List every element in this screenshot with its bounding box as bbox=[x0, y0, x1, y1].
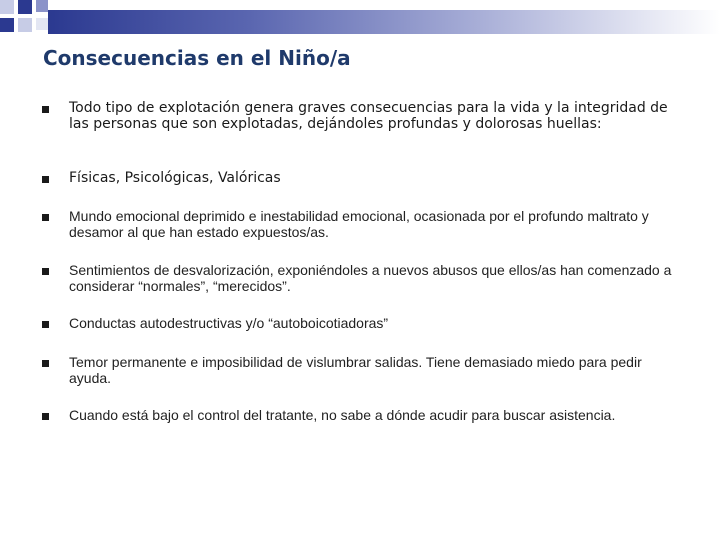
deco-square bbox=[36, 18, 48, 30]
square-bullet-icon bbox=[42, 176, 49, 183]
deco-square bbox=[18, 18, 32, 32]
deco-square bbox=[18, 0, 32, 14]
square-bullet-icon bbox=[42, 360, 49, 367]
bullet-text: Todo tipo de explotación genera graves consecuencias para la vida y la integridad de las personas que son explotadas, dejándoles profundas y dolorosas huellas: bbox=[69, 100, 668, 132]
bullet-item bbox=[42, 263, 676, 294]
square-bullet-icon bbox=[42, 413, 49, 420]
square-bullet-icon bbox=[42, 321, 49, 328]
bullet-item bbox=[42, 101, 676, 132]
bullet-text: Mundo emocional deprimido e inestabilidad emocional, ocasionada por el profundo maltrato y desamor al que han estado expuestos/as. bbox=[69, 208, 649, 240]
square-bullet-icon bbox=[42, 106, 49, 113]
bullet-text: Cuando está bajo el control del tratante, no sabe a dónde acudir para buscar asistencia. bbox=[69, 407, 616, 423]
slide-title: Consecuencias en el Niño/a bbox=[43, 46, 351, 70]
header-gradient-band bbox=[48, 10, 720, 34]
square-bullet-icon bbox=[42, 214, 49, 221]
deco-square bbox=[0, 0, 14, 14]
bullet-text: Físicas, Psicológicas, Valóricas bbox=[69, 170, 281, 186]
bullet-item bbox=[42, 316, 676, 332]
bullet-item bbox=[42, 355, 676, 386]
square-bullet-icon bbox=[42, 268, 49, 275]
bullet-text: Conductas autodestructivas y/o “autoboicotiadoras” bbox=[69, 315, 389, 331]
bullet-item bbox=[42, 408, 676, 424]
deco-square bbox=[36, 0, 48, 12]
deco-square bbox=[0, 18, 14, 32]
bullet-item bbox=[42, 209, 676, 240]
bullet-text: Sentimientos de desvalorización, exponiéndoles a nuevos abusos que ellos/as han comenzado a considerar “normales”, “merecidos”. bbox=[69, 262, 672, 294]
bullet-item bbox=[42, 171, 676, 187]
bullet-text: Temor permanente e imposibilidad de vislumbrar salidas. Tiene demasiado miedo para pedir ayuda. bbox=[69, 354, 642, 386]
